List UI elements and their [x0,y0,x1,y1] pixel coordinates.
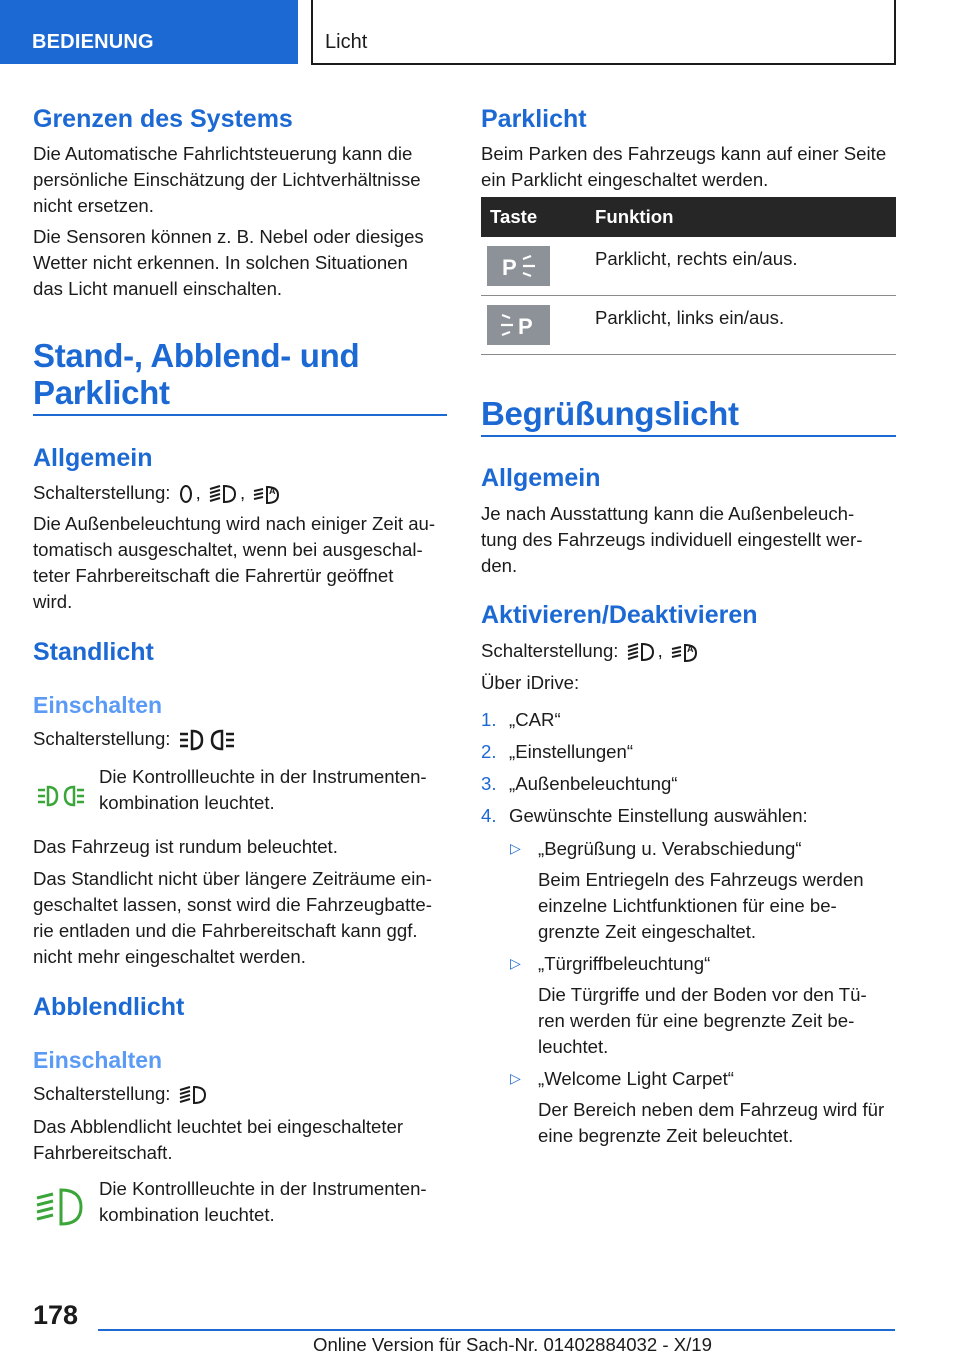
position-light-icon [178,728,236,752]
stand-line-2: geschaltet lassen, sonst wird die Fahrzeugbatte- [33,894,432,915]
table-row [481,296,896,355]
allgemein-heading-right: Allgemein [481,464,601,492]
switch-off-icon [178,483,194,505]
parking-light-left-button [487,305,550,345]
option-desc-line: grenzte Zeit eingeschaltet. [538,921,757,942]
footer-rule [98,1329,895,1331]
option-title: „Welcome Light Carpet“ [538,1068,734,1089]
switch-label: Schalterstellung: [481,640,619,661]
table-cell-function: Parklicht, links ein/aus. [595,307,785,328]
table-header-taste: Taste [490,206,538,227]
stand-line-4: nicht mehr eingeschaltet werden. [33,946,306,967]
option-desc-line: einzelne Lichtfunktionen für eine be- [538,895,837,916]
bullet-triangle-icon: ▷ [510,955,521,971]
parking-light-right-button [487,246,550,286]
abblendlicht-heading: Abblendlicht [33,993,185,1021]
grenzen-heading: Grenzen des Systems [33,105,293,133]
section-label: BEDIENUNG [32,31,154,53]
aktivieren-switch-row [481,638,702,664]
option-title: „Türgriffbeleuchtung“ [538,953,711,974]
parklicht-line-2: ein Parklicht eingeschaltet werden. [481,169,769,190]
allgemein-line-4: wird. [33,591,73,612]
allgemein-line-2: tomatisch ausgeschaltet, wenn bei ausgeschal- [33,539,423,560]
abblend-kontroll-line-2: kombination leuchtet. [99,1204,275,1225]
allgemein-right-line-2: tung des Fahrzeugs individuell eingestellt wer- [481,529,863,550]
bullet-triangle-icon: ▷ [510,840,521,856]
standlicht-kontroll-line-1: Die Kontrollleuchte in der Instrumenten- [99,766,427,787]
allgemein-line-1: Die Außenbeleuchtung wird nach einiger Zeit au- [33,513,436,534]
switch-label: Schalterstellung: [33,1083,171,1104]
main-heading-rule [33,414,447,416]
stand-p1: Das Fahrzeug ist rundum beleuchtet. [33,836,338,857]
grenzen-line-6: das Licht manuell einschalten. [33,278,283,299]
abblendlicht-einschalten-heading: Einschalten [33,1047,163,1073]
step-number: 1. [481,709,497,730]
switch-label: Schalterstellung: [33,728,171,749]
aktivieren-heading: Aktivieren/Deaktivieren [481,601,758,629]
begruessung-rule [481,435,896,437]
svg-text:A: A [269,486,276,497]
abblendlicht-switch-row [33,1081,210,1107]
idrive-label: Über iDrive: [481,672,580,693]
allgemein-switch-row [33,480,284,506]
option-desc-line: leuchtet. [538,1036,609,1057]
standlicht-switch-row [33,726,238,752]
option-desc-line: Der Bereich neben dem Fahrzeug wird für [538,1099,885,1120]
svg-text:A: A [686,644,694,655]
position-light-indicator-icon [37,784,85,808]
option-desc-line: Die Türgriffe und der Boden vor den Tü- [538,984,867,1005]
step-text: „Außenbeleuchtung“ [509,773,678,794]
abblend-line-2: Fahrbereitschaft. [33,1142,173,1163]
low-beam-icon [178,1084,208,1106]
grenzen-line-3: nicht ersetzen. [33,195,154,216]
stand-line-3: rie entladen und die Fahrbereitschaft kann ggf. [33,920,418,941]
step-number: 2. [481,741,497,762]
comma: , [657,640,663,661]
parklicht-line-1: Beim Parken des Fahrzeugs kann auf einer Seite [481,143,887,164]
option-title: „Begrüßung u. Verabschiedung“ [538,838,802,859]
parking-light-right-icon [499,253,539,279]
bullet-triangle-icon: ▷ [510,1070,521,1086]
table-header [481,197,896,237]
step-number: 3. [481,773,497,794]
step-number: 4. [481,805,497,826]
option-desc-line: Beim Entriegeln des Fahrzeugs werden [538,869,864,890]
table-header-funktion: Funktion [595,206,674,227]
abblend-line-1: Das Abblendlicht leuchtet bei eingeschalteter [33,1116,404,1137]
main-heading-line-2: Parklicht [33,374,170,411]
section-tab [0,0,298,64]
standlicht-einschalten-heading: Einschalten [33,692,163,718]
option-desc-line: eine begrenzte Zeit beleuchtet. [538,1125,794,1146]
stand-line-1: Das Standlicht nicht über längere Zeiträume ein- [33,868,432,889]
svg-text:P: P [501,255,517,279]
standlicht-kontroll-line-2: kombination leuchtet. [99,792,275,813]
footer-text: Online Version für Sach-Nr. 01402884032 - X/19 [313,1334,712,1355]
table-row [481,237,896,296]
low-beam-indicator-icon [35,1186,85,1228]
grenzen-line-5: Wetter nicht erkennen. In solchen Situationen [33,252,408,273]
chapter-tab [311,0,896,65]
parking-light-left-icon [499,312,539,338]
step-text: „Einstellungen“ [509,741,634,762]
standlicht-heading: Standlicht [33,638,154,666]
auto-light-icon [670,641,700,663]
step-text: „CAR“ [509,709,561,730]
allgemein-heading: Allgemein [33,444,153,472]
allgemein-line-3: teter Fahrbereitschaft die Fahrertür geöffnet [33,565,394,586]
allgemein-right-line-3: den. [481,555,518,576]
comma: , [195,482,201,503]
low-beam-icon [626,641,656,663]
abblend-kontroll-line-1: Die Kontrollleuchte in der Instrumenten- [99,1178,427,1199]
option-desc-line: ren werden für eine begrenzte Zeit be- [538,1010,855,1031]
chapter-label: Licht [325,31,368,53]
svg-text:P: P [517,314,533,338]
allgemein-right-line-1: Je nach Ausstattung kann die Außenbeleuch- [481,503,855,524]
page-number: 178 [33,1300,79,1330]
grenzen-line-2: persönliche Einschätzung der Lichtverhältnisse [33,169,421,190]
begruessung-heading: Begrüßungslicht [481,395,739,432]
parklicht-heading: Parklicht [481,105,587,133]
table-cell-function: Parklicht, rechts ein/aus. [595,248,798,269]
low-beam-icon [208,483,238,505]
main-heading-line-1: Stand-, Abblend- und [33,337,360,374]
switch-label: Schalterstellung: [33,482,171,503]
step-text: Gewünschte Einstellung auswählen: [509,805,808,826]
parklicht-table [481,197,896,355]
auto-light-icon [252,483,282,505]
comma: , [239,482,246,503]
grenzen-line-1: Die Automatische Fahrlichtsteuerung kann die [33,143,413,164]
grenzen-line-4: Die Sensoren können z. B. Nebel oder diesiges [33,226,424,247]
